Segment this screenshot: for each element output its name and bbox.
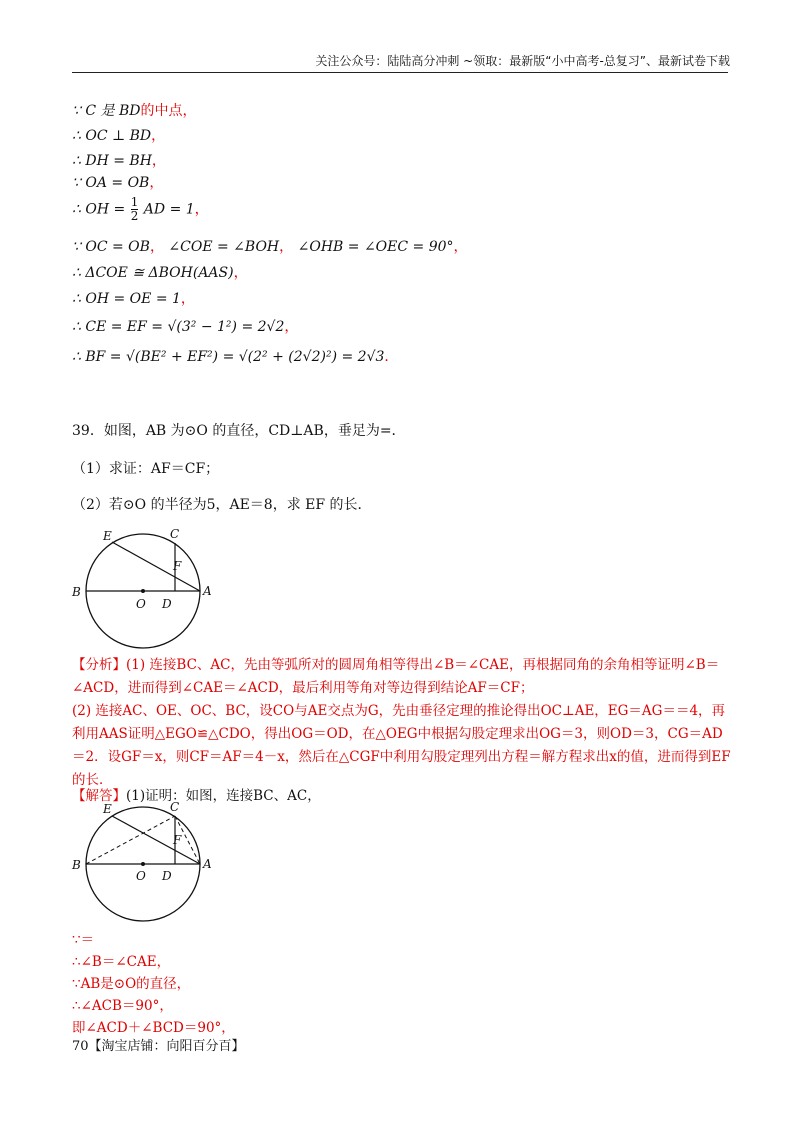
- solution-step-5: 即∠ACD＋∠BCD＝90°，: [72, 1020, 235, 1036]
- label-e: E: [103, 529, 112, 543]
- analysis-label: 【分析】: [72, 657, 126, 673]
- comma: ，: [194, 201, 209, 218]
- comma: ，: [279, 239, 294, 255]
- label-c: C: [170, 527, 180, 541]
- label-f: F: [173, 833, 182, 847]
- solution-label: 【解答】: [72, 788, 126, 804]
- proof-line-5: [72, 196, 209, 223]
- proof-line-1: [72, 100, 196, 120]
- proof-line-2: [72, 125, 165, 145]
- analysis-paragraph-2: (2) 连接AC、OE、OC、BC，设CO与AE交点为G，先由垂径定理的推论得出OC⊥AE，EG＝AG＝＝4，再利用AAS证明△EGO≌△CDO，得出OG＝OD，在△OEG中根据勾股定理求出OG＝3，则OD＝3，CG＝AD＝2．设GF＝x，则CF＝AF＝4－x，然后在△CGF中利用勾股定理列出方程＝解方程求出x的值，进而得到EF的长．: [72, 703, 731, 788]
- proof-line-6a: ∵ OC = OB: [72, 239, 150, 255]
- proof-line-3-math: ∴ DH = BH: [72, 153, 152, 169]
- proof-line-1-text: 的中点，: [140, 103, 197, 119]
- proof-line-10-math: ∴ BF = √(BE² + EF²) = √(2² + (2√2)²) = 2√3: [72, 349, 385, 365]
- fraction-one-half: [131, 196, 139, 223]
- solution-intro-text: (1)证明：如图，连接BC、AC，: [126, 788, 321, 804]
- solution-step-3: ∵AB是⊙O的直径，: [72, 976, 191, 992]
- page-header: 关注公众号：陆陆高分冲刺 ~领取：最新版“小中高考-总复习”、最新试卷下载: [315, 54, 730, 68]
- analysis-text-1: (1) 连接BC、AC，先由等弧所对的圆周角相等得出∠B＝∠CAE，再根据同角的余角相等证明∠B＝∠ACD，进而得到∠CAE＝∠ACD，最后利用等角对等边得到结论AF＝CF；: [72, 657, 720, 696]
- comma: ，: [233, 265, 248, 281]
- proof-line-4: [72, 172, 163, 192]
- page-footer: 70【淘宝店铺：向阳百分百】: [72, 1039, 245, 1054]
- segment-bc-dashed: [86, 816, 175, 864]
- segment-ae: [112, 816, 200, 864]
- center-point-o: [141, 589, 145, 593]
- geometry-figure-2: [66, 798, 226, 928]
- comma: ，: [151, 153, 166, 169]
- proof-line-4-math: ∵ OA = OB: [72, 175, 150, 191]
- comma: ，: [149, 175, 164, 191]
- label-f: F: [173, 559, 182, 573]
- solution-step-1: ∵＝: [72, 932, 95, 948]
- comma: ，: [453, 239, 468, 255]
- proof-line-6b: ∠COE = ∠BOH: [168, 239, 280, 255]
- proof-line-3: [72, 150, 166, 170]
- proof-line-6c: ∠OHB = ∠OEC = 90°: [297, 239, 454, 255]
- label-o: O: [136, 869, 146, 883]
- proof-line-9-math: ∴ CE = EF = √(3² − 1²) = 2√2: [72, 319, 285, 335]
- comma: ，: [180, 291, 195, 307]
- proof-line-8-math: ∴ OH = OE = 1: [72, 291, 181, 307]
- proof-line-6: [72, 236, 468, 256]
- center-point-o: [141, 862, 145, 866]
- label-c: C: [170, 800, 180, 814]
- comma: ，: [151, 128, 166, 144]
- fraction-denominator: 2: [130, 209, 139, 223]
- proof-line-10: [72, 346, 398, 366]
- proof-line-9: [72, 316, 298, 336]
- solution-step-4: ∴∠ACB＝90°，: [72, 998, 173, 1014]
- label-b: B: [72, 585, 81, 599]
- fraction-numerator: 1: [130, 195, 139, 209]
- label-o: O: [136, 597, 146, 611]
- label-a: A: [203, 857, 212, 871]
- proof-line-2-math: ∴ OC ⊥ BD: [72, 128, 152, 144]
- comma: ，: [149, 239, 164, 255]
- label-b: B: [72, 858, 81, 872]
- label-e: E: [103, 802, 112, 816]
- proof-line-5-pre: ∴ OH =: [72, 201, 126, 218]
- proof-line-1-math: ∵ C 是 BD: [72, 103, 141, 119]
- question-part-2: （2）若⊙O 的半径为5，AE＝8，求 EF 的长．: [72, 497, 372, 513]
- period: ．: [384, 349, 399, 365]
- header-rule: [72, 72, 728, 73]
- analysis-paragraph-1: [72, 654, 732, 700]
- question-title: 39．如图，AB 为⊙O 的直径，CD⊥AB，垂足为=．: [72, 423, 406, 439]
- question-part-1: （1）求证：AF＝CF；: [72, 461, 220, 477]
- label-a: A: [203, 584, 212, 598]
- segment-ae: [112, 542, 200, 591]
- comma: ，: [284, 319, 299, 335]
- solution-step-2: ∴∠B＝∠CAE，: [72, 954, 171, 970]
- proof-line-7: [72, 262, 248, 282]
- proof-line-7-math: ∴ ΔCOE ≅ ΔBOH(AAS): [72, 265, 234, 281]
- proof-line-5-post: AD = 1: [143, 201, 195, 218]
- label-d: D: [162, 597, 172, 611]
- label-d: D: [162, 869, 172, 883]
- proof-line-8: [72, 288, 195, 308]
- analysis-block: [72, 654, 732, 792]
- geometry-figure-1: [66, 522, 226, 652]
